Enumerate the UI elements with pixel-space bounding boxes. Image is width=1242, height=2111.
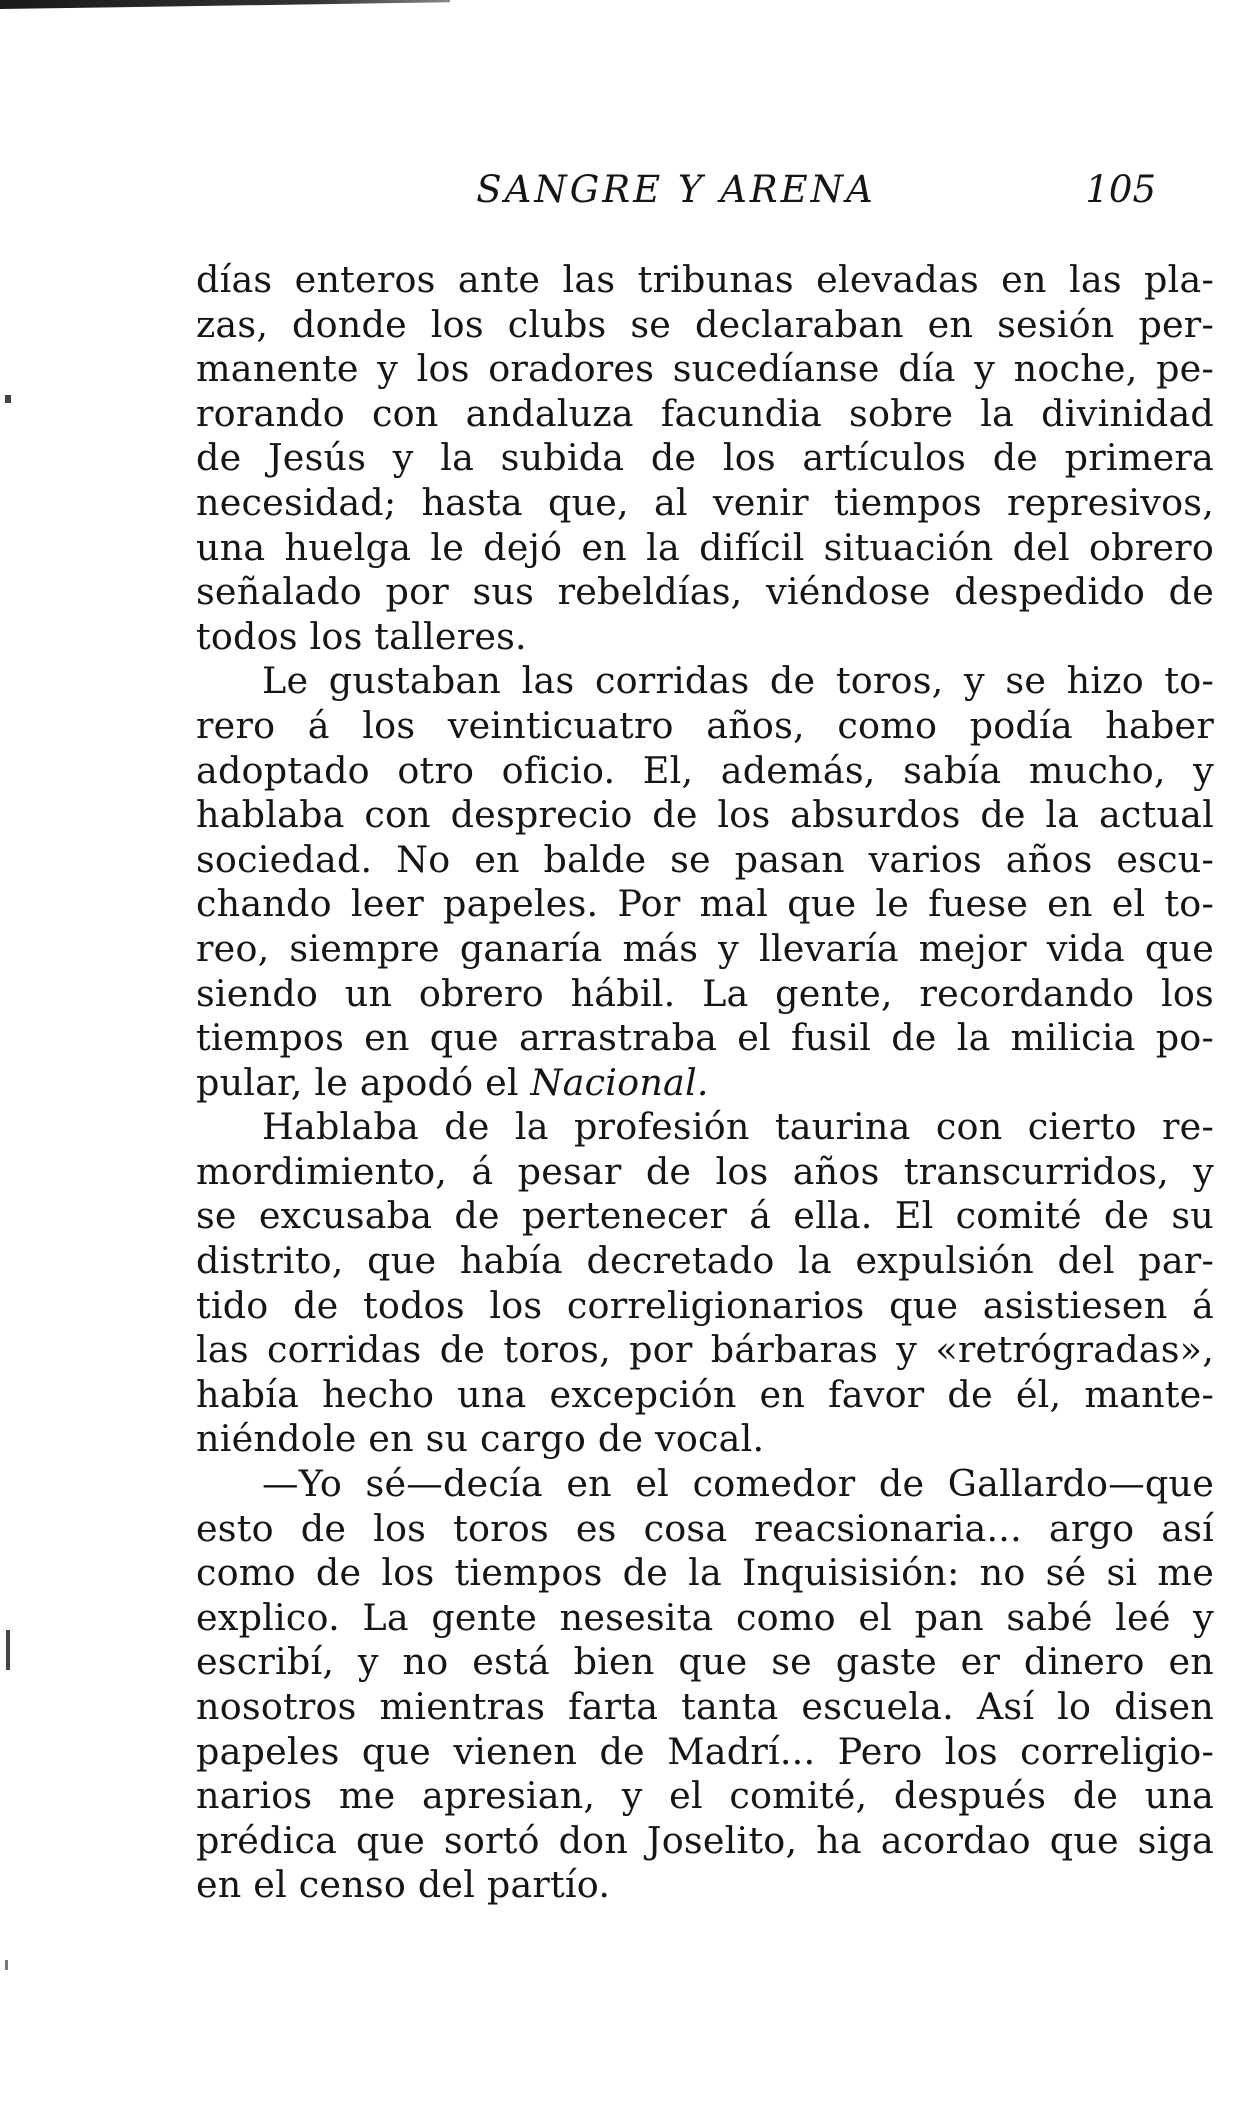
text-line: prédica que sortó don Joselito, ha acordao que siga	[196, 1818, 1214, 1862]
text-line: necesidad; hasta que, al venir tiempos represivos,	[196, 480, 1214, 524]
text-line: tiempos en que arrastraba el fusil de la milicia po-	[196, 1016, 1214, 1060]
text-line: distrito, que había decretado la expulsión del par-	[196, 1239, 1214, 1283]
text-line: adoptado otro oficio. El, además, sabía mucho, y	[196, 748, 1214, 792]
text-line: sociedad. No en balde se pasan varios años escu-	[196, 837, 1214, 881]
text-line: zas, donde los clubs se declaraban en sesión per-	[196, 302, 1214, 346]
text-line: hablaba con desprecio de los absurdos de la actual	[196, 793, 1214, 837]
body-text	[196, 258, 1214, 1908]
running-title: SANGRE Y ARENA	[476, 168, 876, 211]
text-line: se excusaba de pertenecer á ella. El comité de su	[196, 1194, 1214, 1238]
text-line: tido de todos los correligionarios que asistiesen á	[196, 1283, 1214, 1327]
margin-speck	[5, 1960, 8, 1970]
text-line: niéndole en su cargo de vocal.	[196, 1417, 765, 1461]
text-line: —Yo sé—decía en el comedor de Gallardo—que	[262, 1462, 1214, 1506]
text-line: todos los talleres.	[196, 614, 527, 658]
text-line: nosotros mientras farta tanta escuela. Así lo disen	[196, 1685, 1214, 1728]
text-line: Le gustaban las corridas de toros, y se hizo to-	[262, 659, 1214, 703]
text-line: en el censo del partío.	[196, 1863, 611, 1907]
text-line: rorando con andaluza facundia sobre la divinidad	[196, 391, 1214, 435]
text-line: chando leer papeles. Por mal que le fuese en el to-	[196, 882, 1214, 926]
text-line: de Jesús y la subida de los artículos de primera	[196, 436, 1214, 480]
text-line: Hablaba de la profesión taurina con cierto re-	[262, 1105, 1214, 1149]
text-line: reo, siempre ganaría más y llevaría mejor vida que	[196, 926, 1214, 970]
text-line: rero á los veinticuatro años, como podía haber	[196, 703, 1214, 747]
text-line: mordimiento, á pesar de los años transcurridos, y	[196, 1149, 1214, 1193]
text-line: manente y los oradores sucedíanse día y noche, pe-	[196, 347, 1214, 391]
text-line: escribí, y no está bien que se gaste er dinero en	[196, 1640, 1214, 1684]
text-line	[196, 1061, 1214, 1106]
text-line: siendo un obrero hábil. La gente, recordando los	[196, 971, 1214, 1015]
text-line-prefix: pular, le apodó el	[196, 1060, 531, 1104]
margin-speck	[5, 395, 11, 403]
margin-speck	[6, 1630, 10, 1670]
text-line: una huelga le dejó en la difícil situación del obrero	[196, 525, 1214, 569]
text-line: como de los tiempos de la Inquisisión: no sé si me	[196, 1551, 1214, 1595]
text-line: había hecho una excepción en favor de él, mante-	[196, 1372, 1214, 1416]
page-header	[196, 168, 1156, 224]
top-edge-rule	[0, 0, 450, 9]
text-line: explico. La gente nesesita como el pan sabé leé y	[196, 1595, 1214, 1639]
text-line: señalado por sus rebeldías, viéndose despedido de	[196, 570, 1214, 614]
nickname-italic: Nacional.	[530, 1060, 709, 1104]
text-line: esto de los toros es cosa reacsionaria... argo así	[196, 1506, 1214, 1550]
page-number: 105	[1085, 168, 1156, 211]
text-line: narios me apresian, y el comité, después de una	[196, 1774, 1214, 1818]
text-line: papeles que vienen de Madrí... Pero los correligio-	[196, 1729, 1214, 1773]
text-line: días enteros ante las tribunas elevadas en las pla-	[196, 258, 1214, 301]
text-line: las corridas de toros, por bárbaras y «retrógradas»,	[196, 1328, 1214, 1372]
